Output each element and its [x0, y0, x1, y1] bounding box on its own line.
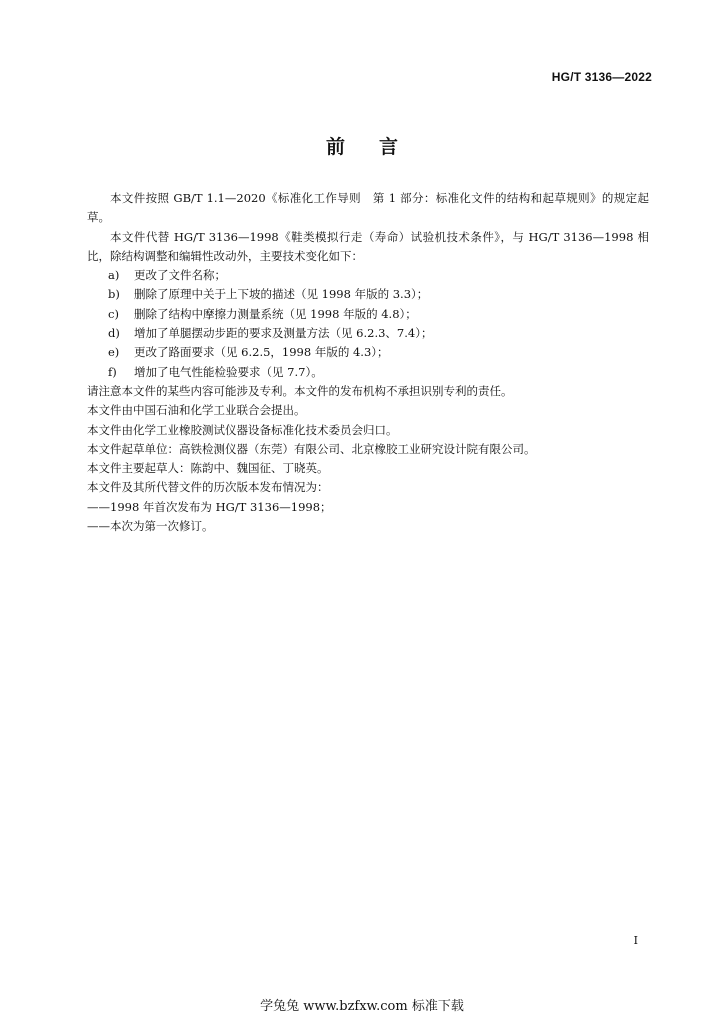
- history-intro: 本文件及其所代替文件的历次版本发布情况为：: [87, 480, 329, 495]
- history-item: ——1998 年首次发布为 HG/T 3136—1998；: [87, 499, 332, 514]
- drafters: 本文件主要起草人：陈韵中、魏国征、丁晓英。: [87, 461, 329, 476]
- list-item: [87, 363, 649, 382]
- list-marker: f): [108, 364, 117, 379]
- list-marker: d): [108, 326, 120, 341]
- list-item: [87, 305, 649, 324]
- list-item-text: 增加了单腿摆动步距的要求及测量方法（见 6.2.3、7.4）；: [134, 326, 433, 341]
- page-title: 前言: [325, 136, 432, 158]
- list-item: [87, 324, 649, 343]
- standard-code: HG/T 3136—2022: [551, 70, 652, 84]
- list-marker: a): [108, 268, 120, 283]
- paragraph-drafting-basis: 本文件按照 GB/T 1.1—2020《标准化工作导则 第 1 部分：标准化文件的结构和起草规则》的规定起草。: [87, 191, 649, 225]
- document-body: [87, 189, 649, 536]
- list-item-text: 删除了结构中摩擦力测量系统（见 1998 年版的 4.8）；: [134, 306, 417, 321]
- proposer-statement: 本文件由中国石油和化学工业联合会提出。: [87, 403, 306, 418]
- list-marker: e): [108, 345, 120, 360]
- page-number: I: [633, 934, 638, 947]
- list-item-text: 增加了电气性能检验要求（见 7.7）。: [134, 364, 323, 379]
- list-item-text: 更改了路面要求（见 6.2.5，1998 年版的 4.3）；: [134, 345, 389, 360]
- list-item-text: 删除了原理中关于上下坡的描述（见 1998 年版的 3.3）；: [134, 287, 429, 302]
- patent-notice: 请注意本文件的某些内容可能涉及专利。本文件的发布机构不承担识别专利的责任。: [87, 383, 513, 398]
- drafting-units: 本文件起草单位：高铁检测仪器（东莞）有限公司、北京橡胶工业研究设计院有限公司。: [87, 441, 536, 456]
- history-item: ——本次为第一次修订。: [87, 519, 214, 534]
- footer-watermark: 学兔兔 www.bzfxw.com 标准下载: [260, 999, 464, 1014]
- list-item: [87, 285, 649, 304]
- list-item: [87, 266, 649, 285]
- list-marker: c): [108, 306, 119, 321]
- list-marker: b): [108, 287, 120, 302]
- list-item-text: 更改了文件名称；: [134, 268, 226, 283]
- list-item: [87, 343, 649, 362]
- paragraph-replacement: 本文件代替 HG/T 3136—1998《鞋类模拟行走（寿命）试验机技术条件》，与 HG/T 3136—1998 相比，除结构调整和编辑性改动外，主要技术变化如下：: [87, 229, 649, 263]
- centralized-statement: 本文件由化学工业橡胶测试仪器设备标准化技术委员会归口。: [87, 422, 398, 437]
